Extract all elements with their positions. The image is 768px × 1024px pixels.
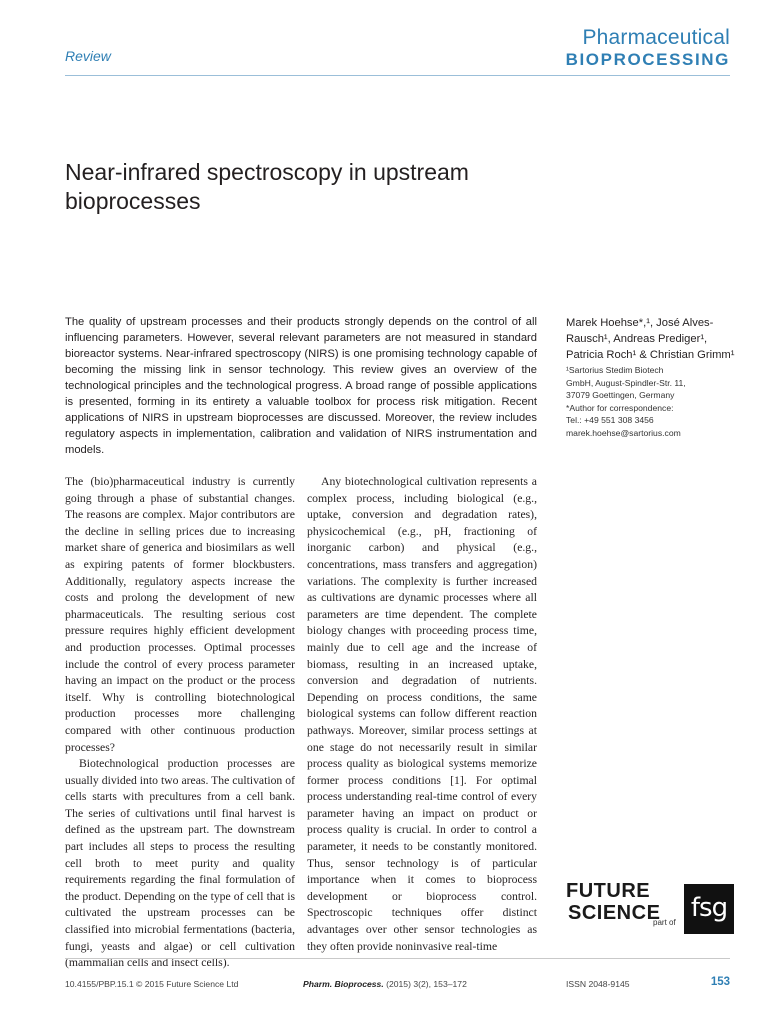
correspondence-tel: Tel.: +49 551 308 3456 xyxy=(566,415,654,425)
body-paragraph: The (bio)pharmaceutical industry is currently going through a phase of substantial changes. The reasons are complex. Major contributors are the decline in selling prices due to increasing market share of generica and biosimilars as well as expiring patents of former blockbusters. Additionally, regulatory aspects increase the costs and prolong the development of new pharmaceuticals. The resulting serious cost pressure requires highly efficient development and production processes. Optimal processes include the control of every process parameter having an impact on the product or the process itself. Why is controlling biotechnological production processes more challenging compared with other continuous production processes? xyxy=(65,475,295,754)
logo-part-of: part of xyxy=(653,918,676,927)
section-label: Review xyxy=(65,48,111,64)
footer-citation-details: (2015) 3(2), 153–172 xyxy=(383,979,467,989)
body-paragraph: Biotechnological production processes are usually divided into two areas. The cultivation of cells starts with precultures from a cell bank. The series of cultivations until final harvest is defined as the upstream part. The downstream part includes all steps to process the resulting cell broth to meet purity and quality requirements regarding the final formulation of the product. Depending on the type of cell that is cultivated the upstream processes can be classified into microbial fermentations (bacteria, fungi, yeasts and algae) or cell cultivation (mammalian cells and insect cells). xyxy=(65,757,295,970)
fsg-logo: fsg xyxy=(684,884,734,934)
author-affiliation xyxy=(566,364,736,439)
logo-word-science: SCIENCE xyxy=(568,902,661,924)
page-number: 153 xyxy=(710,976,730,988)
footer-citation xyxy=(303,979,467,989)
header-divider xyxy=(65,75,730,76)
correspondence-label: *Author for correspondence: xyxy=(566,402,674,413)
affiliation-line: ¹Sartorius Stedim Biotech xyxy=(566,365,664,375)
affiliation-line: 37079 Goettingen, Germany xyxy=(566,390,675,400)
footer-issn: ISSN 2048-9145 xyxy=(566,979,630,989)
future-science-logo xyxy=(566,880,661,924)
author-block xyxy=(566,315,736,439)
journal-name-line2: BIOPROCESSING xyxy=(565,50,730,69)
footer-doi: 10.4155/PBP.15.1 © 2015 Future Science Ltd xyxy=(65,979,239,989)
body-column-left xyxy=(65,474,295,972)
correspondence-email: marek.hoehse@sartorius.com xyxy=(566,427,681,438)
logo-word-future: FUTURE xyxy=(566,880,651,902)
body-column-right xyxy=(307,474,537,955)
abstract: The quality of upstream processes and their products strongly depends on the control of all influencing parameters. However, several relevant parameters are not measured in standard bioreactor systems. Near-infrared spectroscopy (NIRS) is one promising technology capable of becoming the missing link in sensor technology. This review gives an overview of the technological principles and the technological progress. A broad range of possible applications is presented, forming in its entirety a valuable toolbox for process risk mitigation. Recent applications of NIRS in upstream bioprocesses are discussed. Moreover, the review includes regulatory aspects in implementation, calibration and validation of NIRS instrumentation and models. xyxy=(65,316,537,456)
footer-divider xyxy=(65,958,730,959)
affiliation-line: GmbH, August-Spindler-Str. 11, xyxy=(566,377,686,388)
body-paragraph: Any biotechnological cultivation represents a complex process, including biological (e.g., uptake, conversion and degradation rates), physicochemical (e.g., pH, fractioning of inorganic carbon) and physical (e.g., concentrations, mass transfers and aggregation) variations. The complexity is further increased as cultivations are dynamic processes where all parameters are time dependent. The complete biology changes with proceeding process time, mainly due to cell age and the increase of biomass, resulting in an increased uptake, conversion and degradation of nutrients. Depending on process conditions, the same biological systems can follow different reaction pathways. Moreover, similar process settings at one stage do not necessarily result in similar process quality as biological systems memorize former process conditions [1]. For optimal process understanding real-time control of every parameter having an impact on product or process quality is crucial. In order to control a parameter, it needs to be constantly monitored. Thus, sensor technology is of particular importance when it comes to bioprocess development or bioprocess control. Spectroscopic techniques offer distinct advantages over other sensor technologies as they often provide noninvasive real-time xyxy=(307,475,537,953)
author-names: Marek Hoehse*,¹, José Alves-Rausch¹, Andreas Prediger¹, Patricia Roch¹ & Christian Grimm¹ xyxy=(566,317,735,361)
footer-journal: Pharm. Bioprocess. xyxy=(303,979,384,989)
journal-brand xyxy=(566,26,730,70)
article-title: Near-infrared spectroscopy in upstream bioprocesses xyxy=(65,159,469,214)
journal-name-line1: Pharmaceutical xyxy=(582,26,730,49)
